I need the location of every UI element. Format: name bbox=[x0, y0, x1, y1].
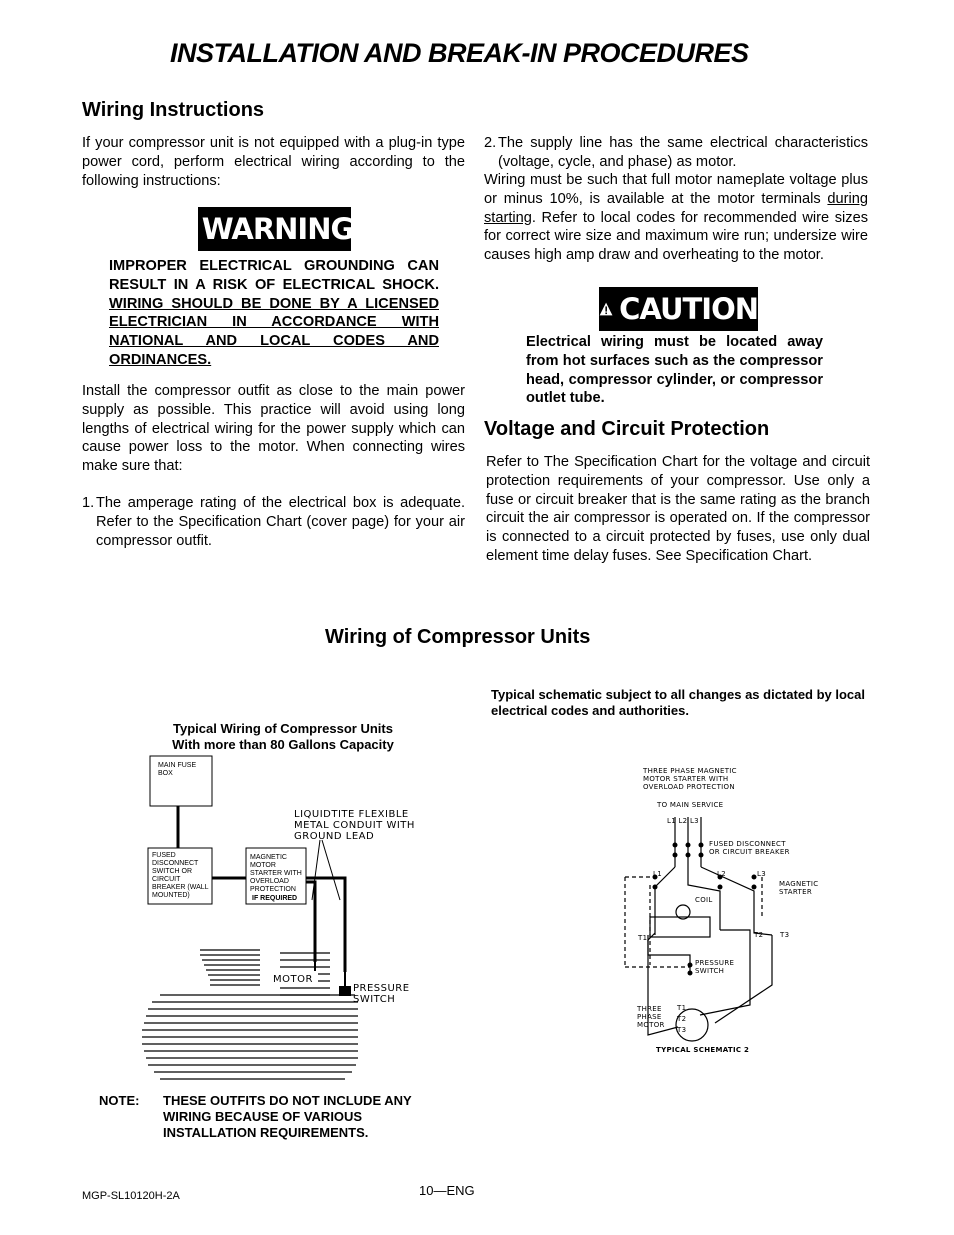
list-number-2: 2. bbox=[484, 135, 497, 151]
list-number-1: 1. bbox=[82, 495, 95, 511]
motor-label: MOTOR bbox=[273, 974, 313, 985]
list-text-2: The supply line has the same electrical characteristics (voltage, cycle, and phase) as motor. bbox=[498, 135, 868, 170]
schematic-title: THREE PHASE MAGNETIC MOTOR STARTER WITH OVERLOAD PROTECTION bbox=[643, 767, 737, 791]
warning-text-2: WIRING SHOULD BE DONE BY A LICENSED ELECTRICIAN IN ACCORDANCE WITH NATIONAL AND LOCAL CODES AND ORDINANCES. bbox=[109, 295, 439, 368]
para2-part-a: Wiring must be such that full motor nameplate voltage plus or minus 10%, is available at the motor terminals bbox=[484, 172, 868, 207]
left-caption-line-1: Typical Wiring of Compressor Units bbox=[173, 721, 393, 736]
l1-label: L1 bbox=[653, 870, 662, 878]
schematic-caption: TYPICAL SCHEMATIC 2 bbox=[656, 1046, 750, 1054]
warning-text bbox=[109, 257, 439, 370]
left-caption-line-2: With more than 80 Gallons Capacity bbox=[172, 737, 394, 752]
fused-disconnect-label: FUSED DISCONNECT SWITCH OR CIRCUIT BREAKER (WALL MOUNTED) bbox=[152, 852, 209, 899]
magnetic-starter-schematic-label: MAGNETIC STARTER bbox=[779, 880, 819, 896]
to-main-service-label: TO MAIN SERVICE bbox=[657, 801, 724, 809]
page-number: 10—ENG bbox=[419, 1183, 475, 1198]
line-labels: L1 L2 L3 bbox=[667, 817, 699, 825]
wiring-intro: If your compressor unit is not equipped with a plug-in type power cord, perform electrical wiring according to the following instructions: bbox=[82, 135, 465, 189]
right-caption: Typical schematic subject to all changes as dictated by local electrical codes and authorities. bbox=[491, 687, 866, 718]
motor-t2-label: T2 bbox=[677, 1015, 687, 1023]
list-item-1 bbox=[82, 494, 465, 550]
warning-label: WARNING bbox=[201, 212, 354, 246]
pressure-switch-label: PRESSURE SWITCH bbox=[353, 983, 410, 1005]
left-caption bbox=[148, 721, 418, 753]
warning-text-1: IMPROPER ELECTRICAL GROUNDING CAN RESULT IN A RISK OF ELECTRICAL SHOCK. bbox=[109, 258, 439, 293]
caution-label: CAUTION bbox=[619, 292, 758, 326]
caution-sign bbox=[599, 287, 758, 331]
motor-voltage-paragraph bbox=[484, 171, 868, 265]
motor-t3-label: T3 bbox=[677, 1026, 687, 1034]
motor-t1-label: T1 bbox=[677, 1004, 687, 1012]
para2-underlined: during starting bbox=[484, 190, 868, 226]
document-code: MGP-SL10120H-2A bbox=[82, 1190, 180, 1202]
voltage-text: Refer to The Specification Chart for the voltage and circuit protection requirements of your compressor. Use only a fuse or circuit breaker that is the same rating as the branch circuit the air compressor is operated on. If the compressor is connected to a circuit protected by fuses, use only dual element time delay fuses. See Specification Chart. bbox=[486, 454, 870, 564]
caution-text: Electrical wiring must be located away from hot surfaces such as the compressor head, compressor cylinder, or compressor outlet tube. bbox=[526, 334, 823, 407]
if-required-label: IF REQUIRED bbox=[252, 895, 298, 902]
para2-part-b: . Refer to local codes for recommended wire sizes for correct wire size and maximum wire run; undersize wire causes high amp draw and overheating to the motor. bbox=[484, 209, 868, 264]
main-fuse-box-label: MAIN FUSE BOX bbox=[158, 762, 197, 777]
note-text: THESE OUTFITS DO NOT INCLUDE ANY WIRING BECAUSE OF VARIOUS INSTALLATION REQUIREMENTS. bbox=[163, 1093, 412, 1140]
t1-label: T1 bbox=[638, 934, 648, 942]
pressure-switch-schematic-label: PRESSURE SWITCH bbox=[695, 959, 735, 975]
coil-label: COIL bbox=[695, 896, 713, 904]
three-phase-motor-label: THREE PHASE MOTOR bbox=[637, 1005, 665, 1029]
wiring-heading: Wiring Instructions bbox=[82, 99, 265, 121]
caution-triangle-icon bbox=[599, 298, 613, 320]
list-text-1: The amperage rating of the electrical box is adequate. Refer to the Specification Chart (cover page) for your air compressor outfit. bbox=[96, 495, 465, 549]
voltage-heading: Voltage and Circuit Protection bbox=[484, 418, 770, 440]
l2-label: L2 bbox=[717, 870, 726, 878]
units-heading: Wiring of Compressor Units bbox=[325, 626, 591, 648]
note-label: NOTE: bbox=[99, 1093, 140, 1108]
warning-sign bbox=[198, 207, 354, 251]
install-paragraph: Install the compressor outfit as close to the main power supply as possible. This practice will avoid using long lengths of electrical wiring for the power supply which can cause power loss to the motor. When connecting wires make sure that: bbox=[82, 383, 465, 475]
magnetic-starter-label: MAGNETIC MOTOR STARTER WITH OVERLOAD PROTECTION bbox=[250, 854, 302, 893]
conduit-label: LIQUIDTITE FLEXIBLE METAL CONDUIT WITH GROUND LEAD bbox=[294, 809, 415, 842]
l3-label: L3 bbox=[757, 870, 766, 878]
fused-disconnect-schematic-label: FUSED DISCONNECT OR CIRCUIT BREAKER bbox=[709, 840, 790, 856]
list-item-2 bbox=[484, 134, 868, 172]
compressor-wiring-diagram bbox=[130, 750, 430, 1095]
page-title: INSTALLATION AND BREAK-IN PROCEDURES bbox=[170, 38, 749, 68]
t2-label: T2 bbox=[754, 931, 764, 939]
t3-label: T3 bbox=[780, 931, 790, 939]
